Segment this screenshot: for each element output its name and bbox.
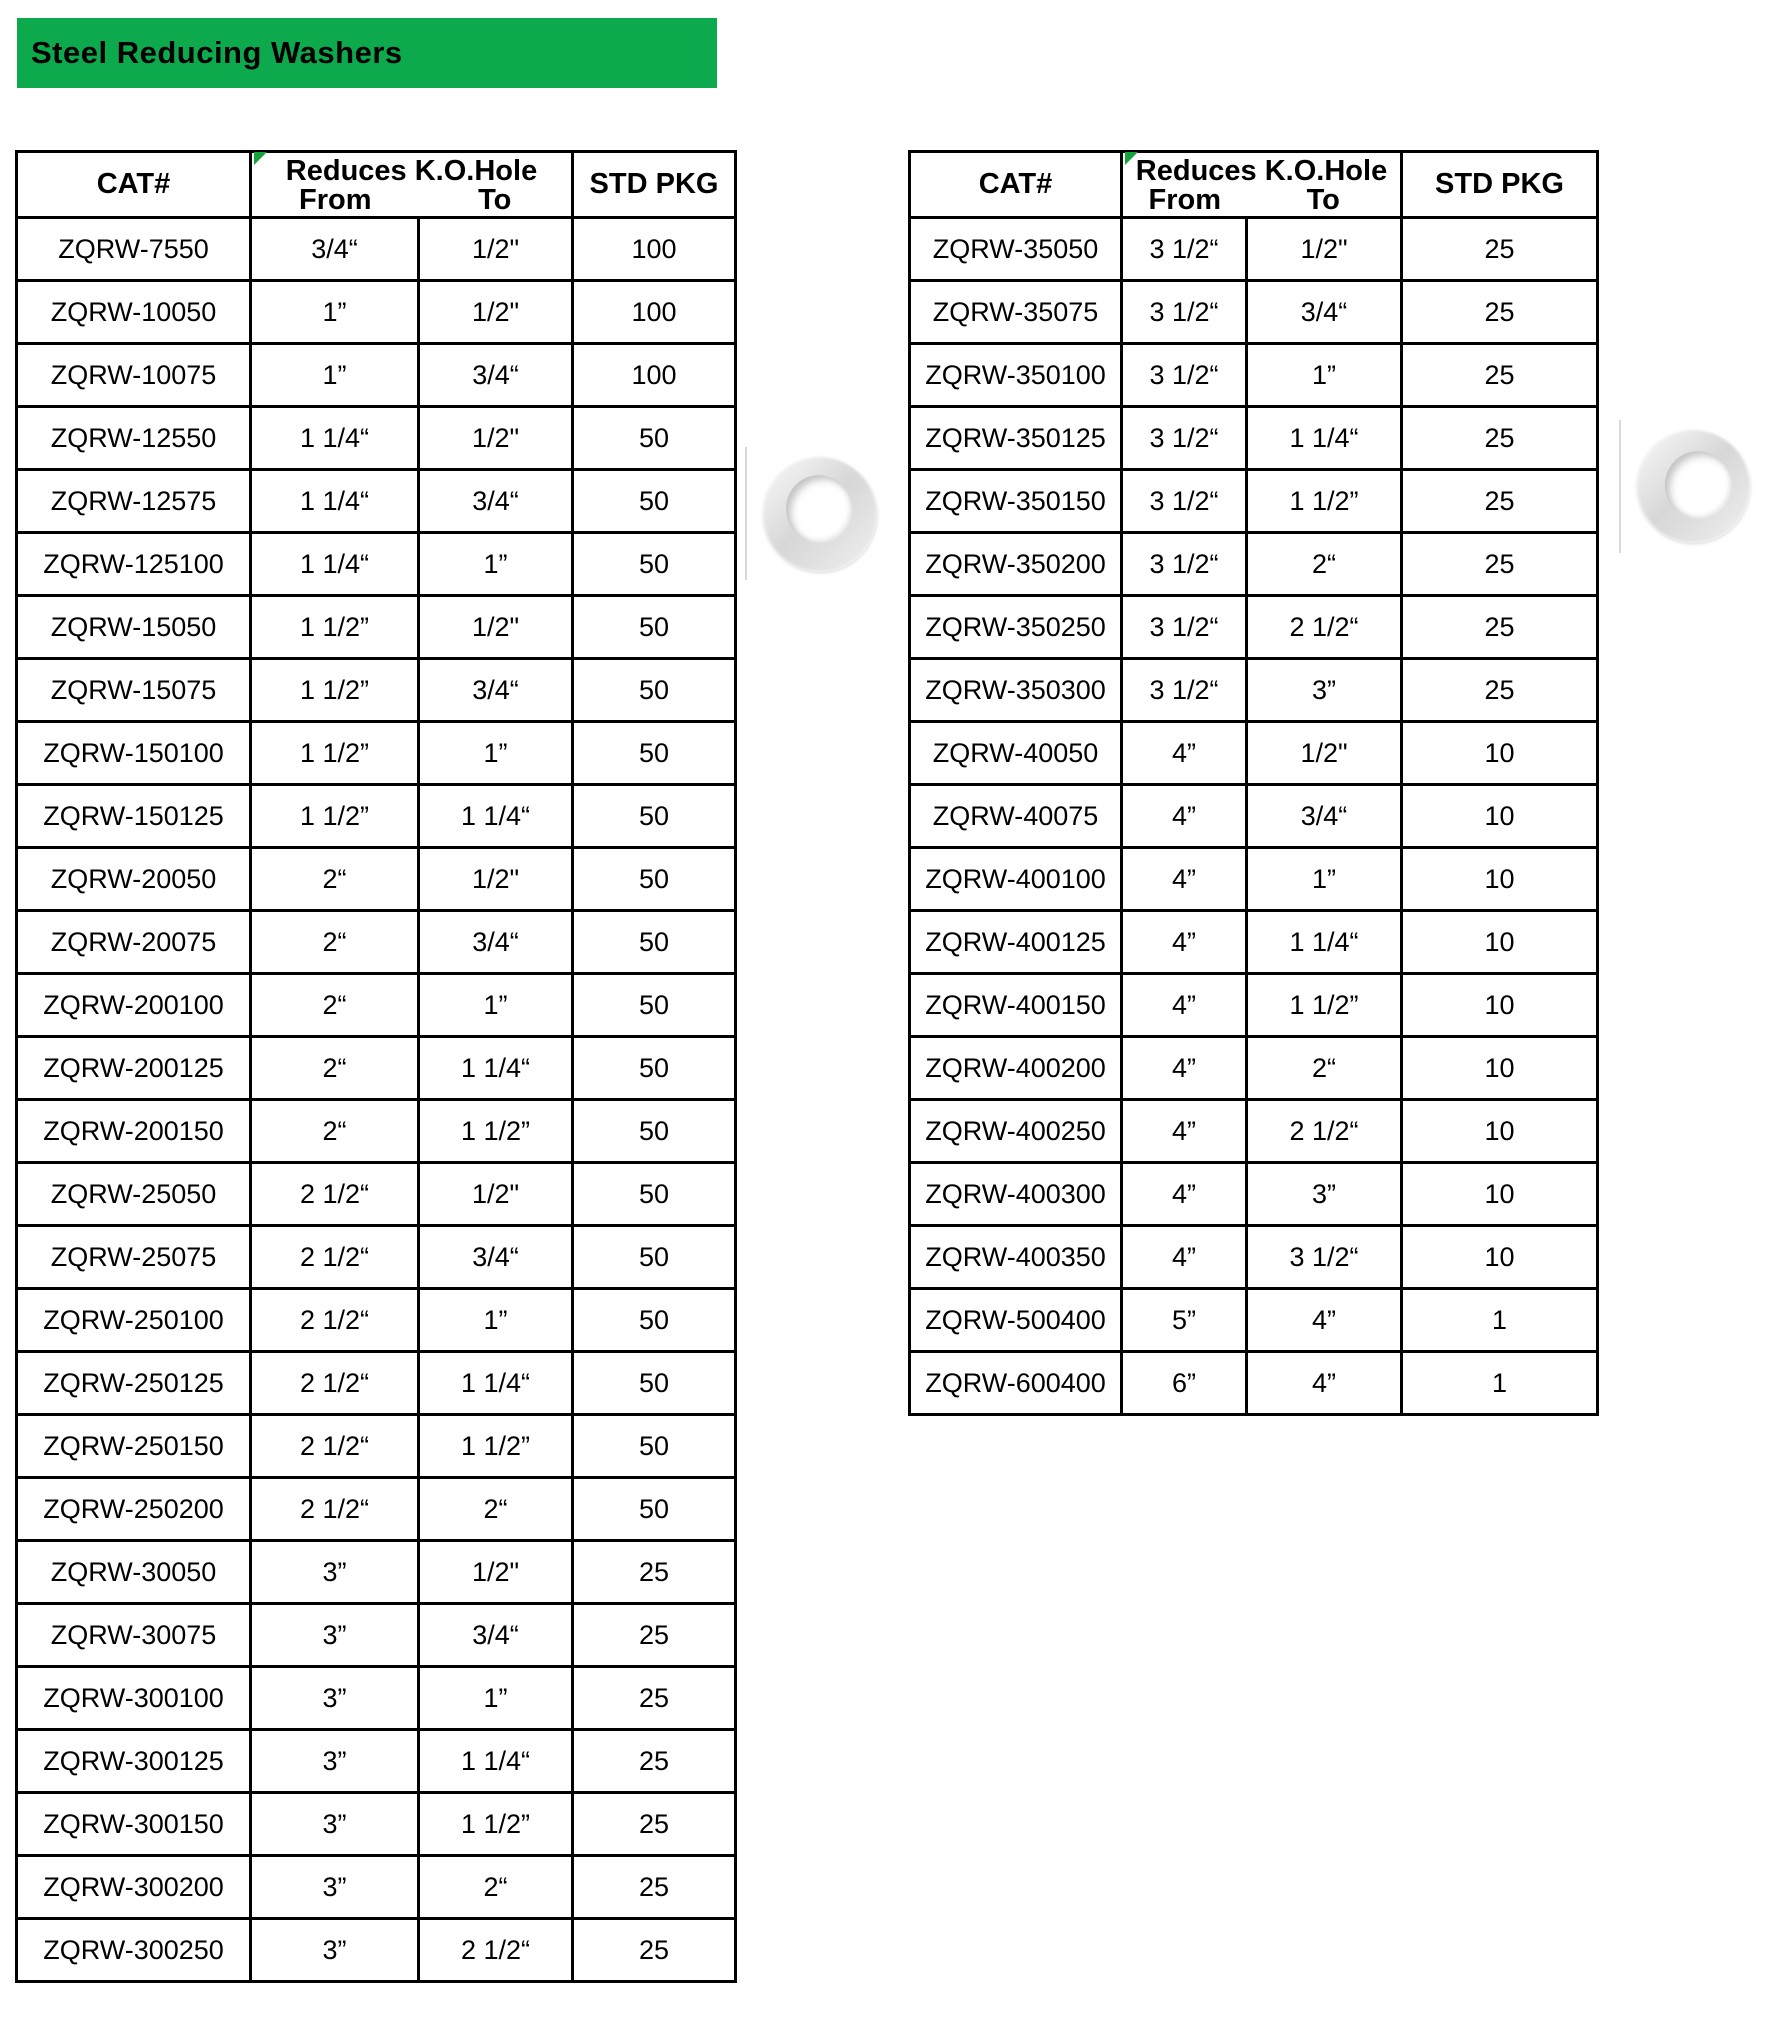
from-size-cell: 3 1/2“ [1122,218,1247,281]
std-pkg-cell: 25 [573,1604,736,1667]
std-pkg-cell: 50 [573,470,736,533]
washer-photo-edge [1619,420,1621,553]
to-size-cell: 2“ [419,1856,573,1919]
std-pkg-cell: 50 [573,974,736,1037]
from-size-cell: 2“ [251,1100,419,1163]
cat-number-cell: ZQRW-40075 [910,785,1122,848]
from-size-cell: 5” [1122,1289,1247,1352]
from-size-cell: 1 1/2” [251,722,419,785]
steel-washer-photo [754,448,886,581]
table-row [17,1730,736,1793]
to-size-cell: 2 1/2“ [419,1919,573,1982]
cat-number-cell: ZQRW-350150 [910,470,1122,533]
std-pkg-cell: 50 [573,722,736,785]
std-pkg-cell: 100 [573,344,736,407]
comment-flag-icon [1125,152,1138,165]
table-row [17,1289,736,1352]
cat-number-cell: ZQRW-350125 [910,407,1122,470]
to-size-cell: 2“ [1247,533,1402,596]
to-size-cell: 1/2" [1247,218,1402,281]
from-size-cell: 4” [1122,722,1247,785]
cat-number-cell: ZQRW-400100 [910,848,1122,911]
from-size-cell: 4” [1122,1100,1247,1163]
table-row [17,1541,736,1604]
from-size-cell: 1 1/4“ [251,533,419,596]
to-size-cell: 3/4“ [419,911,573,974]
to-size-cell: 3/4“ [419,1604,573,1667]
header-row [17,152,736,218]
table-row [17,344,736,407]
std-pkg-cell: 25 [1402,407,1598,470]
std-pkg-cell: 50 [573,911,736,974]
reduces-ko-hole-label: Reduces K.O.Hole [1135,155,1388,187]
std-pkg-cell: 50 [573,1289,736,1352]
to-size-cell: 1 1/4“ [419,1352,573,1415]
cat-number-cell: ZQRW-400150 [910,974,1122,1037]
from-size-cell: 2 1/2“ [251,1352,419,1415]
from-size-cell: 1 1/4“ [251,407,419,470]
to-size-cell: 1 1/4“ [1247,407,1402,470]
std-pkg-cell: 25 [573,1730,736,1793]
to-size-cell: 1/2" [419,848,573,911]
from-size-cell: 2“ [251,911,419,974]
from-size-cell: 2“ [251,1037,419,1100]
cat-number-cell: ZQRW-600400 [910,1352,1122,1415]
cat-number-cell: ZQRW-150100 [17,722,251,785]
std-pkg-cell: 25 [1402,533,1598,596]
table-row [17,281,736,344]
cat-number-cell: ZQRW-250200 [17,1478,251,1541]
from-size-cell: 1” [251,281,419,344]
std-pkg-cell: 1 [1402,1289,1598,1352]
cat-number-cell: ZQRW-300100 [17,1667,251,1730]
table-row [17,659,736,722]
from-size-cell: 4” [1122,1163,1247,1226]
from-size-cell: 4” [1122,848,1247,911]
to-size-cell: 2 1/2“ [1247,1100,1402,1163]
steel-washer-photo [1628,421,1759,552]
std-pkg-cell: 50 [573,596,736,659]
cat-number-cell: ZQRW-250150 [17,1415,251,1478]
from-size-cell: 1 1/2” [251,596,419,659]
to-header: To [1306,184,1340,216]
from-size-cell: 3 1/2“ [1122,533,1247,596]
cat-number-cell: ZQRW-300125 [17,1730,251,1793]
to-size-cell: 3/4“ [1247,785,1402,848]
to-size-cell: 1” [1247,848,1402,911]
std-pkg-cell: 50 [573,1226,736,1289]
header-row [910,152,1598,218]
from-size-cell: 3” [251,1604,419,1667]
cat-number-cell: ZQRW-40050 [910,722,1122,785]
to-size-cell: 3/4“ [1247,281,1402,344]
cat-number-cell: ZQRW-400350 [910,1226,1122,1289]
cat-number-cell: ZQRW-200100 [17,974,251,1037]
cat-number-cell: ZQRW-25050 [17,1163,251,1226]
std-pkg-cell: 50 [573,1163,736,1226]
table-row [17,1415,736,1478]
cat-number-cell: ZQRW-10050 [17,281,251,344]
cat-number-cell: ZQRW-7550 [17,218,251,281]
table-row [17,1478,736,1541]
table-row [17,785,736,848]
to-size-cell: 1 1/2” [419,1793,573,1856]
to-size-cell: 4” [1247,1289,1402,1352]
to-size-cell: 3” [1247,1163,1402,1226]
from-size-cell: 3 1/2“ [1122,659,1247,722]
to-size-cell: 1/2" [419,218,573,281]
to-size-cell: 1” [419,1289,573,1352]
std-pkg-cell: 50 [573,659,736,722]
cat-number-cell: ZQRW-200150 [17,1100,251,1163]
cat-number-cell: ZQRW-300200 [17,1856,251,1919]
from-size-cell: 2 1/2“ [251,1415,419,1478]
to-size-cell: 3/4“ [419,659,573,722]
to-size-cell: 1” [419,974,573,1037]
table-row [17,1352,736,1415]
cat-number-cell: ZQRW-300250 [17,1919,251,1982]
from-size-cell: 4” [1122,785,1247,848]
std-pkg-cell: 10 [1402,785,1598,848]
to-size-cell: 1/2" [419,1541,573,1604]
from-size-cell: 3 1/2“ [1122,281,1247,344]
from-size-cell: 2 1/2“ [251,1478,419,1541]
washer-hole [1659,446,1737,525]
from-size-cell: 3” [251,1541,419,1604]
cat-number-cell: ZQRW-500400 [910,1289,1122,1352]
table-row [17,911,736,974]
cat-number-cell: ZQRW-15075 [17,659,251,722]
from-size-cell: 2 1/2“ [251,1163,419,1226]
from-size-cell: 3” [251,1793,419,1856]
to-size-cell: 2“ [419,1478,573,1541]
table-row [910,848,1598,911]
std-pkg-cell: 50 [573,1478,736,1541]
from-size-cell: 2 1/2“ [251,1226,419,1289]
table-row [17,1226,736,1289]
reduces-ko-hole-label: Reduces K.O.Hole [285,155,538,187]
reducing-washers-table-right [908,150,1599,1416]
to-size-cell: 3/4“ [419,344,573,407]
std-pkg-cell: 50 [573,533,736,596]
std-pkg-cell: 25 [1402,470,1598,533]
to-size-cell: 1/2" [419,596,573,659]
cat-number-cell: ZQRW-400250 [910,1100,1122,1163]
std-pkg-cell: 25 [1402,344,1598,407]
from-size-cell: 6” [1122,1352,1247,1415]
from-to-subheader [252,184,571,216]
cat-number-cell: ZQRW-150125 [17,785,251,848]
std-pkg-cell: 50 [573,1352,736,1415]
table-row [17,1856,736,1919]
table-row [910,1163,1598,1226]
std-pkg-cell: 25 [1402,659,1598,722]
from-size-cell: 3” [251,1919,419,1982]
table-row [17,974,736,1037]
to-size-cell: 1/2" [1247,722,1402,785]
cat-number-cell: ZQRW-20050 [17,848,251,911]
std-pkg-cell: 25 [573,1919,736,1982]
table-row [910,1289,1598,1352]
to-size-cell: 1/2" [419,281,573,344]
cat-number-cell: ZQRW-400125 [910,911,1122,974]
std-pkg-header: STD PKG [573,152,736,218]
cat-number-cell: ZQRW-30075 [17,1604,251,1667]
std-pkg-cell: 50 [573,848,736,911]
std-pkg-cell: 10 [1402,1226,1598,1289]
table-row [17,596,736,659]
std-pkg-cell: 25 [573,1793,736,1856]
cat-number-cell: ZQRW-400300 [910,1163,1122,1226]
to-size-cell: 1/2" [419,1163,573,1226]
from-size-cell: 3 1/2“ [1122,407,1247,470]
table-row [17,848,736,911]
from-size-cell: 4” [1122,1037,1247,1100]
to-size-cell: 2 1/2“ [1247,596,1402,659]
table-row [17,1037,736,1100]
table-row [910,1037,1598,1100]
std-pkg-cell: 10 [1402,1037,1598,1100]
table-row [17,470,736,533]
cat-number-cell: ZQRW-35075 [910,281,1122,344]
cat-number-cell: ZQRW-10075 [17,344,251,407]
from-size-cell: 1 1/2” [251,659,419,722]
table-row [910,659,1598,722]
table-row [910,911,1598,974]
std-pkg-cell: 50 [573,407,736,470]
to-size-cell: 2“ [1247,1037,1402,1100]
table-row [910,974,1598,1037]
from-header: From [1148,184,1222,216]
from-size-cell: 3” [251,1856,419,1919]
std-pkg-cell: 50 [573,785,736,848]
std-pkg-cell: 25 [573,1667,736,1730]
table-row [910,1100,1598,1163]
to-size-cell: 1 1/4“ [419,1037,573,1100]
table-row [910,1352,1598,1415]
table-row [910,470,1598,533]
table-row [910,785,1598,848]
std-pkg-cell: 50 [573,1037,736,1100]
std-pkg-cell: 25 [573,1541,736,1604]
table-row [17,1604,736,1667]
std-pkg-cell: 10 [1402,974,1598,1037]
table-row [910,407,1598,470]
from-size-cell: 3 1/2“ [1122,470,1247,533]
table-row [910,218,1598,281]
to-size-cell: 1 1/4“ [419,785,573,848]
cat-number-header: CAT# [17,152,251,218]
from-size-cell: 1” [251,344,419,407]
to-size-cell: 1/2" [419,407,573,470]
std-pkg-cell: 10 [1402,911,1598,974]
from-size-cell: 4” [1122,974,1247,1037]
to-header: To [478,184,512,216]
cat-number-cell: ZQRW-250125 [17,1352,251,1415]
from-header: From [299,184,372,216]
cat-number-header: CAT# [910,152,1122,218]
from-size-cell: 3/4“ [251,218,419,281]
table-row [17,1793,736,1856]
to-size-cell: 1 1/2” [1247,470,1402,533]
table-row [17,407,736,470]
std-pkg-cell: 100 [573,218,736,281]
std-pkg-cell: 10 [1402,1163,1598,1226]
from-size-cell: 4” [1122,1226,1247,1289]
cat-number-cell: ZQRW-400200 [910,1037,1122,1100]
from-size-cell: 1 1/2” [251,785,419,848]
std-pkg-cell: 10 [1402,1100,1598,1163]
std-pkg-cell: 50 [573,1415,736,1478]
cat-number-cell: ZQRW-20075 [17,911,251,974]
std-pkg-cell: 10 [1402,848,1598,911]
cat-number-cell: ZQRW-25075 [17,1226,251,1289]
cat-number-cell: ZQRW-350100 [910,344,1122,407]
cat-number-cell: ZQRW-125100 [17,533,251,596]
std-pkg-header: STD PKG [1402,152,1598,218]
from-size-cell: 3 1/2“ [1122,344,1247,407]
cat-number-cell: ZQRW-12575 [17,470,251,533]
cat-number-cell: ZQRW-350300 [910,659,1122,722]
std-pkg-cell: 100 [573,281,736,344]
reduces-ko-hole-header [251,152,573,218]
to-size-cell: 1 1/2” [419,1100,573,1163]
table-row [17,722,736,785]
to-size-cell: 1 1/2” [419,1415,573,1478]
table-row [910,344,1598,407]
reducing-washers-table-left [15,150,737,1983]
std-pkg-cell: 10 [1402,722,1598,785]
std-pkg-cell: 25 [573,1856,736,1919]
cat-number-cell: ZQRW-250100 [17,1289,251,1352]
to-size-cell: 1 1/2” [1247,974,1402,1037]
table-row [17,1667,736,1730]
table-row [17,1163,736,1226]
table-row [910,533,1598,596]
std-pkg-cell: 1 [1402,1352,1598,1415]
cat-number-cell: ZQRW-35050 [910,218,1122,281]
to-size-cell: 3/4“ [419,470,573,533]
washer-photo-edge [745,447,747,580]
to-size-cell: 1 1/4“ [419,1730,573,1793]
cat-number-cell: ZQRW-200125 [17,1037,251,1100]
table-row [17,1100,736,1163]
cat-number-cell: ZQRW-30050 [17,1541,251,1604]
from-size-cell: 3 1/2“ [1122,596,1247,659]
std-pkg-cell: 50 [573,1100,736,1163]
to-size-cell: 1” [419,1667,573,1730]
cat-number-cell: ZQRW-15050 [17,596,251,659]
table-row [910,281,1598,344]
page-title-banner [17,18,717,88]
from-size-cell: 1 1/4“ [251,470,419,533]
table-row [910,1226,1598,1289]
to-size-cell: 3” [1247,659,1402,722]
to-size-cell: 4” [1247,1352,1402,1415]
std-pkg-cell: 25 [1402,218,1598,281]
to-size-cell: 1” [419,533,573,596]
table-row [17,1919,736,1982]
table-row [17,218,736,281]
from-size-cell: 2“ [251,848,419,911]
to-size-cell: 3/4“ [419,1226,573,1289]
from-size-cell: 4” [1122,911,1247,974]
to-size-cell: 1” [419,722,573,785]
cat-number-cell: ZQRW-300150 [17,1793,251,1856]
to-size-cell: 1” [1247,344,1402,407]
to-size-cell: 3 1/2“ [1247,1226,1402,1289]
table-row [17,533,736,596]
table-row [910,722,1598,785]
cat-number-cell: ZQRW-350200 [910,533,1122,596]
comment-flag-icon [254,152,267,165]
from-size-cell: 2 1/2“ [251,1289,419,1352]
from-to-subheader [1123,184,1400,216]
std-pkg-cell: 25 [1402,596,1598,659]
page-title: Steel Reducing Washers [31,35,403,70]
std-pkg-cell: 25 [1402,281,1598,344]
reduces-ko-hole-header [1122,152,1402,218]
washer-hole [781,470,858,548]
from-size-cell: 3” [251,1667,419,1730]
cat-number-cell: ZQRW-350250 [910,596,1122,659]
cat-number-cell: ZQRW-12550 [17,407,251,470]
to-size-cell: 1 1/4“ [1247,911,1402,974]
table-row [910,596,1598,659]
from-size-cell: 3” [251,1730,419,1793]
from-size-cell: 2“ [251,974,419,1037]
